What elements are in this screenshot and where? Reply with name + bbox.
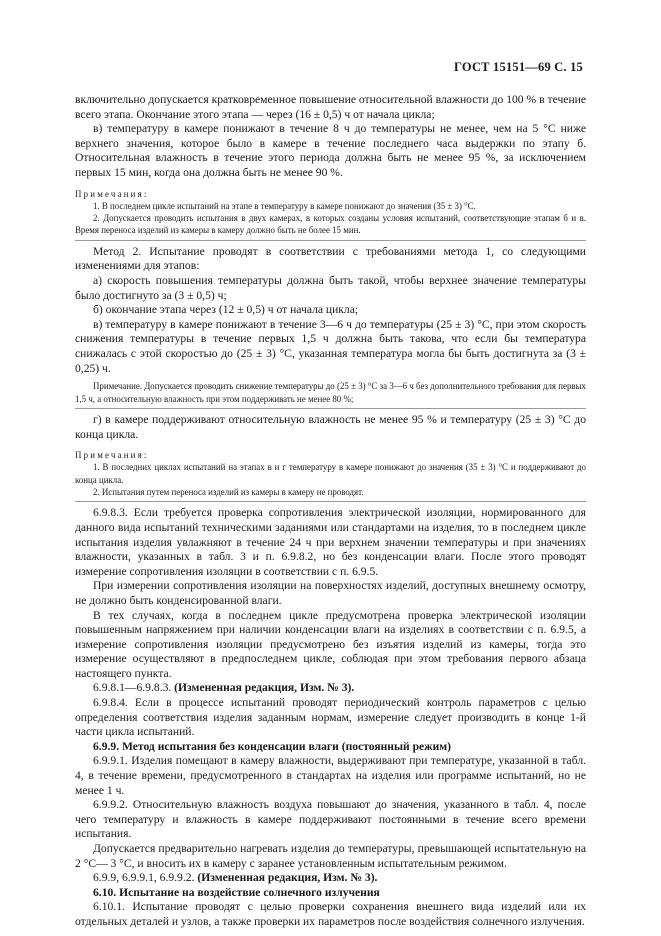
document-body xyxy=(75,93,586,930)
note-divider xyxy=(75,408,586,409)
clause-ref: 6.9.8.1—6.9.8.3. xyxy=(93,681,172,695)
paragraph: При измерении сопротивления изоляции на поверхностях изделий, доступных внешнему осмотру, не должно быть конденсированной влаги. xyxy=(75,579,586,607)
note-single: Примечание. Допускается проводить снижение температуры до (25 ± 3) °С за 3—6 ч без дополнительного требования для первых 1,5 ч, а относительную влажность при этом поддерживать не менее 80 %; xyxy=(75,381,586,404)
paragraph: в) температуру в камере понижают в течение 8 ч до температуры не менее, чем на 5 °С ниже верхнего значения, которое было в камере в течение последнего часа выдержки по этапу б. Относительная влажность в течение этого периода должна быть не менее 95 %, за исключением первых 15 мин, когда она должна быть не менее 90 %. xyxy=(75,122,586,179)
amendment-note xyxy=(75,871,586,886)
list-item: в) температуру в камере понижают в течение 3—6 ч до температуры (25 ± 3) °С, при этом скорость снижения температуры в течение первых 1,5 ч должна быть такова, что если бы температура снижалась с этой скоростью до (25 ± 3) °С, указанная температура могла бы быть достигнута за (3 ± 0,25) ч. xyxy=(75,317,586,375)
clause-6-9-8-4: 6.9.8.4. Если в процессе испытаний проводят периодический контроль параметров с целью определения соответствия изделия заданным нормам, измерение следует производить в конце 1-й части цикла испытаний. xyxy=(75,696,586,739)
amendment-note xyxy=(75,681,586,696)
note-item: 2. Допускается проводить испытания в двух камерах, в которых созданы условия испытаний, соответствующие этапам б и в. Время переноса изделий из камеры в камеру должно быть не более 15 мин. xyxy=(75,212,586,236)
note-item: 2. Испытания путем переноса изделий из камеры в камеру не проводят. xyxy=(93,486,364,497)
note-divider xyxy=(75,240,586,241)
note-heading: Примечания: xyxy=(75,450,149,461)
note-divider xyxy=(75,501,586,502)
paragraph: Допускается предварительно нагревать изделия до температуры, превышающей испытательную на 2 °С— 3 °С, и вносить их в камеру с заранее установленным испытательным режимом. xyxy=(75,842,586,870)
clause-6-10-1: 6.10.1. Испытание проводят с целью проверки сохранения внешнего вида изделий или их отдельных деталей и узлов, а также проверки их параметров после воздействия солнечного излучения. xyxy=(75,900,586,928)
section-heading: 6.9.9. Метод испытания без конденсации влаги (постоянный режим) xyxy=(93,739,452,753)
amendment-label: (Измененная редакция, Изм. № 3). xyxy=(174,681,355,695)
clause-6-9-9-2: 6.9.9.2. Относительную влажность воздуха повышают до значения, указанного в табл. 4, после чего температуру и влажность в камере поддерживают постоянными в течение всего времени испытания. xyxy=(75,798,586,841)
note-item: 1. В последнем цикле испытаний на этапе в температуру в камере понижают до значения (35 ± 3) °С. xyxy=(93,200,476,211)
page-header: ГОСТ 15151—69 С. 15 xyxy=(454,60,583,74)
list-item: б) окончание этапа через (12 ± 0,5) ч от начала цикла; xyxy=(93,303,359,317)
list-item: а) скорость повышения температуры должна быть такой, чтобы верхнее значение температуры было достигнуто за (3 ± 0,5) ч; xyxy=(75,273,586,302)
clause-ref: 6.9.9, 6.9.9.1, 6.9.9.2. xyxy=(93,871,195,885)
list-item: г) в камере поддерживают относительную влажность не менее 95 % и температуру (25 ± 3) °С до конца цикла. xyxy=(75,412,586,441)
paragraph: В тех случаях, когда в последнем цикле предусмотрена проверка электрической изоляции повышенным напряжением при наличии конденсации влаги на изделиях в соответствии с п. 6.9.5, а измерение сопротивления изоляции предусмотрено без изъятия изделий из камеры, тогда это измерение осуществляют в предпоследнем цикле, соблюдая при этом требования первого абзаца настоящего пункта. xyxy=(75,608,586,680)
clause-6-9-9-1: 6.9.9.1. Изделия помещают в камеру влажности, выдерживают при температуре, указанной в табл. 4, в течение времени, предусмотренного в стандартах на изделия или программе испытаний, но не менее 1 ч. xyxy=(75,754,586,797)
paragraph: Метод 2. Испытание проводят в соответствии с требованиями метода 1, со следующими изменениями для этапов: xyxy=(75,244,586,273)
note-heading: Примечания: xyxy=(75,188,149,199)
clause-6-9-8-3: 6.9.8.3. Если требуется проверка сопротивления электрической изоляции, нормированного для данного вида испытаний техническими заданиями или стандартами на изделия, то в последнем цикле испытания изделия увлажняют в течение 24 ч при верхнем значении температуры и при значениях влажности, указанных в табл. 3 и п. 6.9.8.2, но без конденсации влаги. После этого проводят измерение сопротивления изоляции в соответствии с п. 6.9.5. xyxy=(75,506,586,578)
paragraph: включительно допускается кратковременное повышение относительной влажности до 100 % в течение всего этапа. Окончание этого этапа — через (16 ± 0,5) ч от начала цикла; xyxy=(75,93,586,121)
amendment-label: (Измененная редакция, Изм. № 3). xyxy=(197,871,378,885)
note-item: 1. В последних циклах испытаний на этапах в и г температуру в камере понижают до значения (35 ± 3) °С и поддерживают до конца цикла. xyxy=(75,462,586,485)
section-heading: 6.10. Испытание на воздействие солнечного излучения xyxy=(93,885,380,899)
